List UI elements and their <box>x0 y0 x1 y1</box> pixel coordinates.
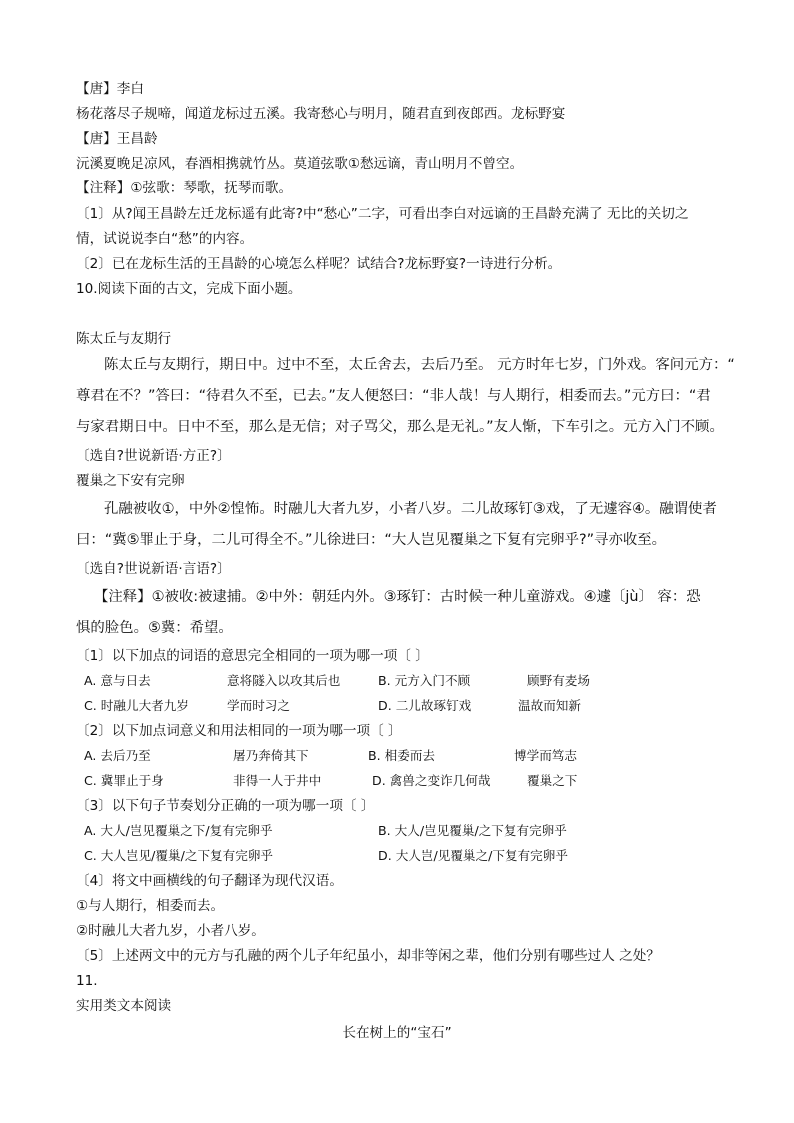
subquestion-2-option-b-compare: 博学而笃志 <box>514 748 577 763</box>
question-11-number: 11. <box>76 973 98 989</box>
subquestion-2-option-b: B. 相委而去 <box>368 748 436 763</box>
subquestion-2: 〔2〕以下加点词意义和用法相同的一项为哪一项〔 〕 <box>76 723 402 739</box>
poem2-header: 【唐】王昌龄 <box>76 131 158 147</box>
poem1-header: 【唐】李白 <box>76 81 144 97</box>
subquestion-3-option-b: B. 大人/岂见覆巢/之下复有完卵乎 <box>378 823 567 838</box>
subquestion-2-option-a-compare: 屠乃奔倚其下 <box>233 748 309 763</box>
text2-title: 覆巢之下安有完卵 <box>76 473 185 489</box>
note2-line-1: 【注释】①被收:被逮捕。②中外：朝廷内外。③琢钉：古时候一种儿童游戏。④遽〔jù〕 容：恐 <box>94 589 701 605</box>
poem1-text: 杨花落尽子规啼，闻道龙标过五溪。我寄愁心与明月，随君直到夜郎西。龙标野宴 <box>76 106 566 122</box>
subquestion-1-option-b-compare: 顾野有麦场 <box>527 673 590 688</box>
subquestion-3: 〔3〕以下句子节奏划分正确的一项为哪一项〔 〕 <box>76 798 375 814</box>
text2-source: 〔选自?世说新语·言语?〕 <box>76 561 231 577</box>
subquestion-3-option-a: A. 大人/岂见覆巢之下/复有完卵乎 <box>84 823 273 838</box>
subquestion-2-option-a: A. 去后乃至 <box>84 748 151 763</box>
subquestion-2-option-c-compare: 非得一人于井中 <box>233 773 322 788</box>
subquestion-5: 〔5〕上述两文中的元方与孔融的两个儿子年纪虽小，却非等闲之辈，他们分别有哪些过人 之处？ <box>76 948 660 964</box>
text1-para-line-1: 陈太丘与友期行，期日中。过中不至，太丘舍去，去后乃至。 元方时年七岁，门外戏。客问元方：“ <box>104 357 735 373</box>
article-title: 长在树上的“宝石” <box>342 1025 452 1041</box>
subquestion-2-option-d: D. 禽兽之变诈几何哉 <box>372 773 491 788</box>
text2-para-line-2: 曰：“冀⑤罪止于身，二儿可得全不。”儿徐进曰：“大人岂见覆巢之下复有完卵乎?”寻亦收至。 <box>76 532 667 548</box>
poem2-text: 沅溪夏晚足凉风，春酒相携就竹丛。莫道弦歌①愁远谪，青山明月不曾空。 <box>76 156 524 172</box>
subquestion-4-sentence-2: ②时融儿大者九岁，小者八岁。 <box>76 923 265 939</box>
text1-title: 陈太丘与友期行 <box>76 331 172 347</box>
question-1-line-2: 情，试说说李白“愁”的内容。 <box>76 231 254 247</box>
subquestion-1-option-b: B. 元方入门不顾 <box>378 673 471 688</box>
text1-source: 〔选自?世说新语·方正?〕 <box>76 448 231 464</box>
text2-para-line-1: 孔融被收①，中外②惶怖。时融儿大者九岁，小者八岁。二儿故琢钉③戏，了无遽容④。融谓使者 <box>104 501 717 517</box>
subquestion-1-option-a-compare: 意将隧入以攻其后也 <box>227 673 341 688</box>
question-10-heading: 10.阅读下面的古文，完成下面小题。 <box>76 281 302 297</box>
question-11-type: 实用类文本阅读 <box>76 998 172 1014</box>
subquestion-3-option-c: C. 大人岂见/覆巢/之下复有完卵乎 <box>84 848 274 863</box>
subquestion-1: 〔1〕以下加点的词语的意思完全相同的一项为哪一项〔 〕 <box>76 648 429 664</box>
subquestion-1-option-c-compare: 学而时习之 <box>227 698 290 713</box>
subquestion-1-option-d: D. 二儿故琢钉戏 <box>378 698 472 713</box>
subquestion-4: 〔4〕将文中画横线的句子翻译为现代汉语。 <box>76 873 343 889</box>
subquestion-2-option-d-compare: 覆巢之下 <box>527 773 578 788</box>
subquestion-2-option-c: C. 冀罪止于身 <box>84 773 164 788</box>
subquestion-1-option-d-compare: 温故而知新 <box>518 698 581 713</box>
note2-line-2: 惧的脸色。⑤冀：希望。 <box>76 620 233 636</box>
subquestion-1-option-a: A. 意与日去 <box>84 673 151 688</box>
text1-para-line-2: 尊君在不？”答曰：“待君久不至，已去。”友人便怒曰：“非人哉！与人期行，相委而去。”元方曰：“君 <box>76 388 711 404</box>
question-2: 〔2〕已在龙标生活的王昌龄的心境怎么样呢？试结合?龙标野宴?一诗进行分析。 <box>76 256 562 272</box>
subquestion-4-sentence-1: ①与人期行，相委而去。 <box>76 898 225 914</box>
subquestion-1-option-c: C. 时融儿大者九岁 <box>84 698 189 713</box>
question-1-line-1: 〔1〕从?闻王昌龄左迁龙标遥有此寄?中“愁心”二字，可看出李白对远谪的王昌龄充满了 无比的关切之 <box>76 206 689 222</box>
text1-para-line-3: 与家君期日中。日中不至，那么是无信；对子骂父，那么是无礼。”友人惭，下车引之。元方入门不顾。 <box>76 419 724 435</box>
poem-note: 【注释】①弦歌：琴歌，抚琴而歌。 <box>76 180 293 196</box>
subquestion-3-option-d: D. 大人岂/见覆巢之/下复有完卵乎 <box>378 848 568 863</box>
